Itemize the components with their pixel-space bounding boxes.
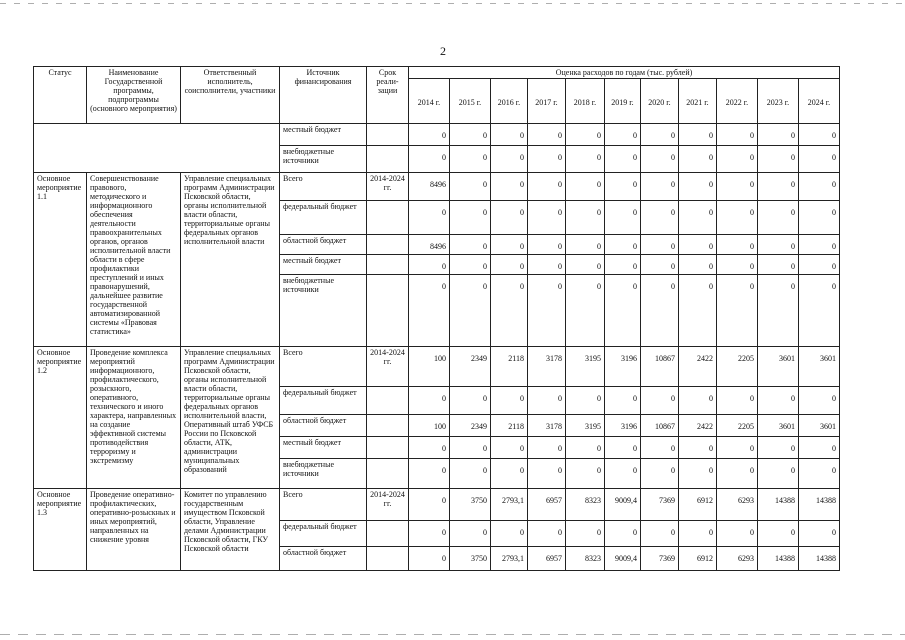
status-cell: Основное мероприятие 1.3 (34, 489, 87, 571)
source-cell: Всего (280, 489, 367, 521)
amount-cell: 0 (758, 255, 799, 275)
amount-cell: 0 (528, 387, 566, 415)
amount-cell: 0 (566, 124, 605, 146)
amount-cell: 3196 (605, 347, 641, 387)
table-row (34, 173, 840, 201)
amount-cell: 0 (450, 437, 491, 459)
amount-cell: 0 (799, 387, 840, 415)
costs-header: Оценка расходов по годам (тыс. рублей) (409, 67, 840, 79)
amount-cell: 0 (605, 275, 641, 347)
source-cell: внебюджетные источники (280, 275, 367, 347)
amount-cell: 0 (491, 437, 528, 459)
term-cell (367, 201, 409, 235)
amount-cell: 0 (679, 459, 717, 489)
amount-cell: 0 (641, 235, 679, 255)
source-cell: местный бюджет (280, 255, 367, 275)
amount-cell: 0 (409, 201, 450, 235)
page-number: 2 (440, 44, 446, 58)
amount-cell: 0 (717, 521, 758, 547)
amount-cell: 0 (491, 201, 528, 235)
amount-cell: 0 (641, 124, 679, 146)
amount-cell: 3195 (566, 415, 605, 437)
amount-cell: 0 (758, 173, 799, 201)
amount-cell: 0 (605, 255, 641, 275)
year-header: 2016 г. (491, 79, 528, 124)
amount-cell: 0 (566, 459, 605, 489)
amount-cell: 0 (491, 275, 528, 347)
program-name-cell: Проведение комплекса мероприятий информационного, профилактического, розыскного, оперативного, технического и иного характера, направленных на создание эффективной системы противодействия терроризму и экстремизму (87, 347, 181, 489)
amount-cell: 0 (605, 146, 641, 173)
table-row (34, 347, 840, 387)
source-cell: областной бюджет (280, 547, 367, 571)
term-cell (367, 275, 409, 347)
amount-cell: 0 (799, 459, 840, 489)
source-header: Источник финансирования (280, 67, 367, 124)
amount-cell: 0 (679, 173, 717, 201)
table-header (34, 67, 840, 124)
source-cell: федеральный бюджет (280, 387, 367, 415)
amount-cell: 0 (605, 437, 641, 459)
amount-cell: 0 (679, 521, 717, 547)
amount-cell: 3601 (758, 347, 799, 387)
amount-cell: 0 (450, 255, 491, 275)
term-cell (367, 124, 409, 146)
amount-cell: 3195 (566, 347, 605, 387)
amount-cell: 6293 (717, 547, 758, 571)
amount-cell: 0 (491, 124, 528, 146)
amount-cell: 3178 (528, 347, 566, 387)
amount-cell: 2793,1 (491, 489, 528, 521)
amount-cell: 2793,1 (491, 547, 528, 571)
amount-cell: 0 (566, 235, 605, 255)
amount-cell: 3178 (528, 415, 566, 437)
amount-cell: 0 (528, 521, 566, 547)
amount-cell: 0 (758, 521, 799, 547)
amount-cell: 0 (641, 201, 679, 235)
amount-cell: 0 (409, 459, 450, 489)
amount-cell: 0 (566, 146, 605, 173)
status-cell: Основное мероприятие 1.2 (34, 347, 87, 489)
amount-cell: 0 (450, 235, 491, 255)
term-cell (367, 255, 409, 275)
amount-cell: 0 (641, 275, 679, 347)
amount-cell: 0 (799, 255, 840, 275)
term-cell (367, 437, 409, 459)
amount-cell: 0 (679, 255, 717, 275)
amount-cell: 0 (409, 437, 450, 459)
amount-cell: 9009,4 (605, 489, 641, 521)
amount-cell: 0 (491, 146, 528, 173)
amount-cell: 2422 (679, 347, 717, 387)
amount-cell: 0 (409, 124, 450, 146)
amount-cell: 0 (641, 146, 679, 173)
amount-cell: 0 (758, 146, 799, 173)
amount-cell: 100 (409, 415, 450, 437)
amount-cell: 14388 (799, 489, 840, 521)
amount-cell: 0 (641, 437, 679, 459)
amount-cell: 0 (566, 173, 605, 201)
amount-cell: 0 (717, 201, 758, 235)
amount-cell: 2118 (491, 415, 528, 437)
amount-cell: 0 (409, 275, 450, 347)
source-cell: федеральный бюджет (280, 521, 367, 547)
continued-blank-cell (34, 124, 280, 173)
amount-cell: 0 (528, 275, 566, 347)
source-cell: областной бюджет (280, 415, 367, 437)
amount-cell: 6957 (528, 547, 566, 571)
amount-cell: 0 (799, 201, 840, 235)
program-name-cell: Совершенствование правового, методического и информационного обеспечения деятельности правоохранительных органов, органов исполнительной власти области в сфере профилактики преступлений и иных правонарушений, дальнейшее развитие государственной автоматизированной системы «Правовая статистика» (87, 173, 181, 347)
amount-cell: 0 (799, 146, 840, 173)
term-cell (367, 235, 409, 255)
amount-cell: 2205 (717, 415, 758, 437)
responsible-cell: Управление специальных программ Администрации Псковской области, органы исполнительной власти области, территориальные органы федеральных органов исполнительной власти (181, 173, 280, 347)
year-header: 2021 г. (679, 79, 717, 124)
amount-cell: 0 (641, 521, 679, 547)
amount-cell: 0 (491, 235, 528, 255)
term-header: Срок реали-зации (367, 67, 409, 124)
amount-cell: 0 (491, 459, 528, 489)
amount-cell: 0 (641, 173, 679, 201)
source-cell: внебюджетные источники (280, 459, 367, 489)
amount-cell: 7369 (641, 547, 679, 571)
amount-cell: 0 (717, 146, 758, 173)
year-header: 2022 г. (717, 79, 758, 124)
term-cell: 2014-2024 гг. (367, 347, 409, 387)
amount-cell: 0 (717, 437, 758, 459)
name-header: Наименование Государственной программы, подпрограммы (основного мероприятия) (87, 67, 181, 124)
source-cell: Всего (280, 347, 367, 387)
amount-cell: 0 (679, 235, 717, 255)
amount-cell: 0 (679, 437, 717, 459)
source-cell: федеральный бюджет (280, 201, 367, 235)
amount-cell: 0 (491, 387, 528, 415)
amount-cell: 0 (605, 235, 641, 255)
amount-cell: 0 (758, 275, 799, 347)
amount-cell: 0 (758, 235, 799, 255)
year-header: 2020 г. (641, 79, 679, 124)
amount-cell: 2349 (450, 415, 491, 437)
amount-cell: 0 (566, 387, 605, 415)
amount-cell: 7369 (641, 489, 679, 521)
amount-cell: 3601 (799, 415, 840, 437)
amount-cell: 0 (491, 173, 528, 201)
amount-cell: 3196 (605, 415, 641, 437)
amount-cell: 0 (605, 124, 641, 146)
amount-cell: 8496 (409, 235, 450, 255)
amount-cell: 0 (566, 275, 605, 347)
amount-cell: 0 (409, 255, 450, 275)
amount-cell: 0 (679, 201, 717, 235)
responsible-cell: Комитет по управлению государственным имуществом Псковской области, Управление делами Администрации Псковской области, ГКУ Псковской области (181, 489, 280, 571)
scan-border-top (0, 3, 905, 4)
amount-cell: 0 (528, 124, 566, 146)
amount-cell: 2349 (450, 347, 491, 387)
year-header: 2019 г. (605, 79, 641, 124)
amount-cell: 0 (717, 173, 758, 201)
term-cell (367, 459, 409, 489)
amount-cell: 2118 (491, 347, 528, 387)
amount-cell: 0 (641, 459, 679, 489)
amount-cell: 0 (799, 124, 840, 146)
amount-cell: 0 (450, 459, 491, 489)
amount-cell: 0 (641, 255, 679, 275)
amount-cell: 0 (528, 437, 566, 459)
year-header: 2014 г. (409, 79, 450, 124)
amount-cell: 14388 (758, 489, 799, 521)
scan-border-bottom (0, 634, 905, 635)
year-header: 2023 г. (758, 79, 799, 124)
amount-cell: 0 (528, 146, 566, 173)
amount-cell: 0 (717, 387, 758, 415)
source-cell: внебюджетные источники (280, 146, 367, 173)
amount-cell: 0 (717, 459, 758, 489)
amount-cell: 0 (450, 124, 491, 146)
table-body (34, 124, 840, 571)
term-cell (367, 415, 409, 437)
status-header: Статус (34, 67, 87, 124)
amount-cell: 0 (566, 437, 605, 459)
amount-cell: 8323 (566, 489, 605, 521)
amount-cell: 0 (566, 255, 605, 275)
amount-cell: 2422 (679, 415, 717, 437)
amount-cell: 0 (799, 235, 840, 255)
amount-cell: 0 (491, 255, 528, 275)
amount-cell: 0 (528, 255, 566, 275)
amount-cell: 0 (641, 387, 679, 415)
amount-cell: 3750 (450, 547, 491, 571)
term-cell (367, 387, 409, 415)
amount-cell: 0 (758, 459, 799, 489)
amount-cell: 6957 (528, 489, 566, 521)
amount-cell: 0 (528, 459, 566, 489)
amount-cell: 0 (679, 124, 717, 146)
amount-cell: 0 (605, 173, 641, 201)
amount-cell: 100 (409, 347, 450, 387)
amount-cell: 0 (450, 201, 491, 235)
year-header: 2017 г. (528, 79, 566, 124)
amount-cell: 0 (717, 235, 758, 255)
amount-cell: 0 (679, 275, 717, 347)
amount-cell: 0 (799, 437, 840, 459)
amount-cell: 0 (605, 521, 641, 547)
term-cell (367, 547, 409, 571)
amount-cell: 10867 (641, 415, 679, 437)
amount-cell: 14388 (799, 547, 840, 571)
year-header: 2018 г. (566, 79, 605, 124)
amount-cell: 0 (566, 201, 605, 235)
amount-cell: 0 (528, 235, 566, 255)
amount-cell: 0 (450, 521, 491, 547)
amount-cell: 0 (758, 124, 799, 146)
responsible-header: Ответственный исполнитель, соисполнители, участники (181, 67, 280, 124)
year-header: 2015 г. (450, 79, 491, 124)
amount-cell: 0 (799, 173, 840, 201)
amount-cell: 6293 (717, 489, 758, 521)
amount-cell: 0 (450, 275, 491, 347)
amount-cell: 6912 (679, 547, 717, 571)
amount-cell: 0 (528, 201, 566, 235)
amount-cell: 0 (409, 489, 450, 521)
amount-cell: 0 (679, 387, 717, 415)
amount-cell: 0 (409, 387, 450, 415)
amount-cell: 0 (717, 124, 758, 146)
year-header: 2024 г. (799, 79, 840, 124)
amount-cell: 0 (799, 275, 840, 347)
amount-cell: 0 (409, 547, 450, 571)
amount-cell: 9009,4 (605, 547, 641, 571)
amount-cell: 0 (758, 387, 799, 415)
amount-cell: 0 (450, 173, 491, 201)
term-cell: 2014-2024 гг. (367, 489, 409, 521)
term-cell (367, 146, 409, 173)
amount-cell: 0 (679, 146, 717, 173)
amount-cell: 0 (758, 437, 799, 459)
amount-cell: 0 (605, 387, 641, 415)
program-name-cell: Проведение оперативно-профилактических, оперативно-розыскных и иных мероприятий, направленных на снижение уровня (87, 489, 181, 571)
amount-cell: 0 (450, 387, 491, 415)
source-cell: Всего (280, 173, 367, 201)
status-cell: Основное мероприятие 1.1 (34, 173, 87, 347)
amount-cell: 0 (450, 146, 491, 173)
amount-cell: 14388 (758, 547, 799, 571)
amount-cell: 0 (717, 255, 758, 275)
amount-cell: 8496 (409, 173, 450, 201)
amount-cell: 2205 (717, 347, 758, 387)
source-cell: местный бюджет (280, 437, 367, 459)
amount-cell: 8323 (566, 547, 605, 571)
amount-cell: 0 (605, 459, 641, 489)
table-row (34, 489, 840, 521)
amount-cell: 0 (605, 201, 641, 235)
amount-cell: 6912 (679, 489, 717, 521)
responsible-cell: Управление специальных программ Администрации Псковской области, органы исполнительной власти области, территориальные органы федеральных органов исполнительной власти, Оперативный штаб УФСБ России по Псковской области, АТК, администрации муниципальных образований (181, 347, 280, 489)
amount-cell: 0 (409, 521, 450, 547)
amount-cell: 3601 (758, 415, 799, 437)
amount-cell: 3750 (450, 489, 491, 521)
amount-cell: 0 (491, 521, 528, 547)
term-cell (367, 521, 409, 547)
amount-cell: 0 (409, 146, 450, 173)
term-cell: 2014-2024 гг. (367, 173, 409, 201)
source-cell: местный бюджет (280, 124, 367, 146)
table-row (34, 124, 840, 146)
amount-cell: 3601 (799, 347, 840, 387)
budget-table (33, 66, 840, 571)
amount-cell: 10867 (641, 347, 679, 387)
amount-cell: 0 (799, 521, 840, 547)
amount-cell: 0 (758, 201, 799, 235)
amount-cell: 0 (566, 521, 605, 547)
amount-cell: 0 (528, 173, 566, 201)
source-cell: областной бюджет (280, 235, 367, 255)
amount-cell: 0 (717, 275, 758, 347)
